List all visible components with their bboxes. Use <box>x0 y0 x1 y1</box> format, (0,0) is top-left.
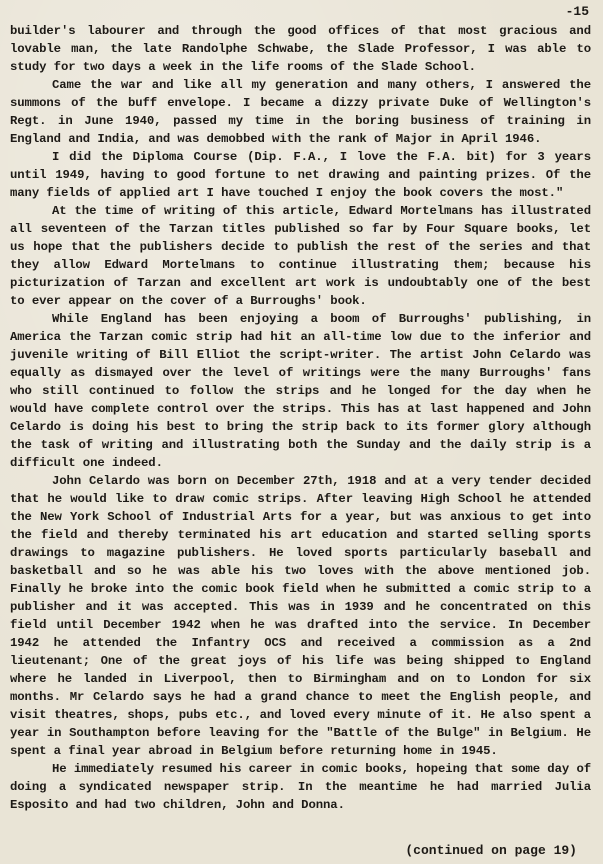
page-number: -15 <box>565 4 589 19</box>
paragraph-slade-school: builder's labourer and through the good offices of that most gracious and lovable man, the late Randolphe Schwabe, the Slade Professor, I was able to study for two days a week in the life rooms of the Slade School. <box>10 24 591 74</box>
article-body <box>10 22 591 814</box>
paragraph-celardo-biography: John Celardo was born on December 27th, 1918 and at a very tender decided that he would like to draw comic strips. After leaving High School he attended the New York School of Industrial Arts for a year, but was anxious to get into the field and thereby terminated his art education and started selling sports drawings to magazine publishers. He loved sports particularly baseball and basketball and so he was able his two loves with the above mentioned job. Finally he broke into the comic book field when he submitted a comic strip to a publisher and it was accepted. This was in 1939 and he concentrated on this field until December 1942 when he was drafted into the service. In December 1942 he attended the Infantry OCS and received a commission as a 2nd lieutenant; One of the great joys of his life was being shipped to England where he landed in Liverpool, then to Birmingham and on to London for six months. Mr Celardo says he had a grand chance to meet the English people, and visit theatres, shops, pubs etc., and loved every minute of it. He also spent a year in Southampton before leaving for the "Battle of the Bulge" in Belgium. He spent a final year abroad in Belgium before returning home in 1945. <box>10 474 591 758</box>
continued-note: (continued on page 19) <box>405 843 577 858</box>
paragraph-mortelmans-tarzan: At the time of writing of this article, Edward Mortelmans has illustrated all seventeen of the Tarzan titles published so far by Four Square books, let us hope that the publishers decide to publish the rest of the series and that they allow Edward Mortelmans to continue illustrating them; because his picturization of Tarzan and excellent art work is undoubtably one of the best to ever appear on the cover of a Burroughs' book. <box>10 204 591 308</box>
paragraph-diploma-course: I did the Diploma Course (Dip. F.A., I love the F.A. bit) for 3 years until 1949, having to good fortune to net drawing and painting prizes. Of the many fields of applied art I have touched I enjoy the book covers the most." <box>10 150 591 200</box>
paragraph-war-service: Came the war and like all my generation and many others, I answered the summons of the buff envelope. I became a dizzy private Duke of Wellington's Regt. in June 1940, passed my time in the boring business of training in England and India, and was demobbed with the rank of Major in April 1946. <box>10 78 591 146</box>
paragraph-comic-strip-decline: While England has been enjoying a boom of Burroughs' publishing, in America the Tarzan comic strip had hit an all-time low due to the inferior and juvenile writing of Bill Elliot the script-writer. The artist John Celardo was equally as dismayed over the level of writings were the many Burroughs' fans who still continued to follow the strips and he longed for the day when he would have complete control over the strips. This has at last happened and John Celardo is doing his best to bring the strip back to its former glory although the task of writing and illustrating both the Sunday and the daily strip is a difficult one indeed. <box>10 312 591 470</box>
paragraph-comic-career: He immediately resumed his career in comic books, hopeing that some day of doing a syndicated newspaper strip. In the meantime he had married Julia Esposito and had two children, John and Donna. <box>10 762 591 812</box>
